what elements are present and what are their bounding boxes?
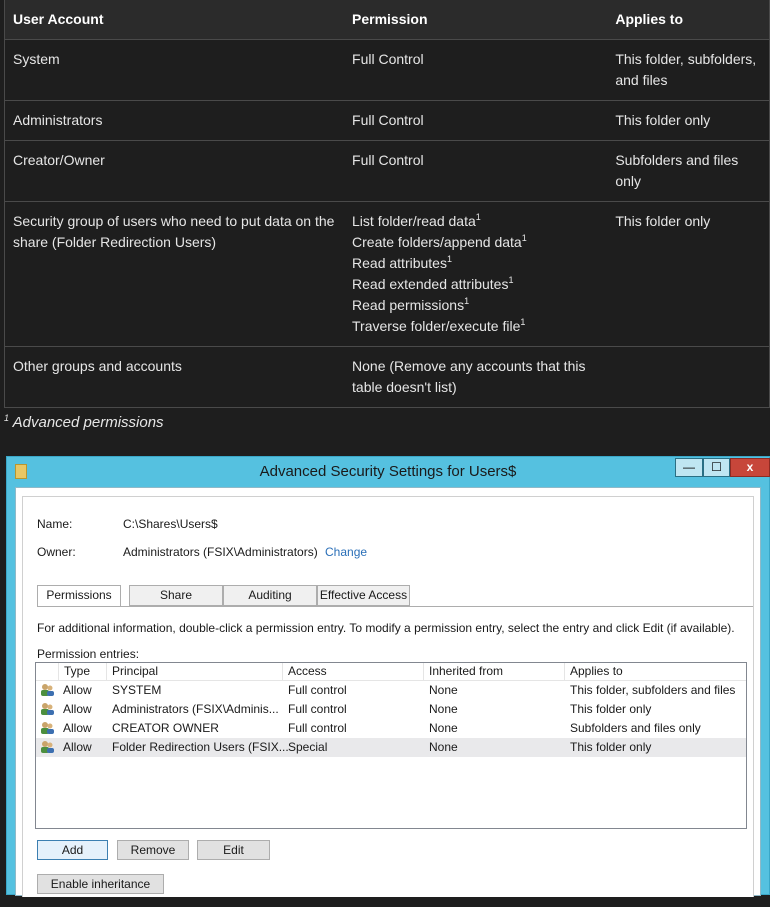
- list-header: [36, 663, 746, 681]
- cell-permission-list: [344, 202, 607, 347]
- permission-item: Read extended attributes: [352, 276, 509, 292]
- user-group-icon: [40, 683, 55, 697]
- footnote-ref: 1: [464, 296, 470, 306]
- header-user-account: User Account: [5, 0, 345, 40]
- info-text: For additional information, double-click a permission entry. To modify a permission entry, select the entry and click Edit (if available).: [37, 621, 735, 635]
- permission-item: Read attributes: [352, 255, 447, 271]
- list-item[interactable]: [36, 700, 746, 719]
- entry-inherited: None: [429, 702, 458, 716]
- footnote-ref: 1: [446, 254, 452, 264]
- list-item-selected[interactable]: [36, 738, 746, 757]
- column-applies-to[interactable]: Applies to: [564, 663, 623, 680]
- cell-permission: Full Control: [344, 101, 607, 141]
- column-principal[interactable]: Principal: [106, 663, 158, 680]
- column-type[interactable]: Type: [58, 663, 90, 680]
- entry-inherited: None: [429, 683, 458, 697]
- edit-button[interactable]: Edit: [197, 840, 270, 860]
- cell-account: Other groups and accounts: [5, 347, 345, 408]
- title-bar[interactable]: [7, 457, 769, 487]
- entry-applies: Subfolders and files only: [570, 721, 701, 735]
- permission-entries-label: Permission entries:: [37, 647, 140, 661]
- footnote-mark: 1: [4, 413, 10, 423]
- column-inherited-from[interactable]: Inherited from: [423, 663, 503, 680]
- maximize-button[interactable]: ☐: [703, 458, 730, 477]
- user-group-icon: [40, 740, 55, 754]
- name-label: Name:: [37, 517, 73, 531]
- close-button[interactable]: x: [730, 458, 770, 477]
- entry-type: Allow: [63, 721, 92, 735]
- entry-inherited: None: [429, 721, 458, 735]
- entry-principal: SYSTEM: [112, 683, 162, 697]
- change-owner-link[interactable]: Change: [325, 545, 368, 559]
- entry-applies: This folder only: [570, 702, 652, 716]
- user-group-icon: [40, 702, 55, 716]
- tab-share[interactable]: Share: [129, 585, 223, 606]
- cell-account: System: [5, 40, 345, 101]
- footnote-ref: 1: [521, 233, 527, 243]
- entry-type: Allow: [63, 683, 92, 697]
- minimize-button[interactable]: —: [675, 458, 703, 477]
- table-row: [5, 347, 770, 408]
- entry-applies: This folder, subfolders and files: [570, 683, 736, 697]
- entry-applies: This folder only: [570, 740, 652, 754]
- table-row: [5, 202, 770, 347]
- tab-effective-access[interactable]: Effective Access: [317, 585, 410, 606]
- entry-inherited: None: [429, 740, 458, 754]
- list-item[interactable]: [36, 719, 746, 738]
- tab-auditing[interactable]: Auditing: [223, 585, 317, 606]
- remove-button[interactable]: Remove: [117, 840, 189, 860]
- entry-principal: Administrators (FSIX\Adminis...: [112, 702, 279, 716]
- footnote-text: Advanced permissions: [12, 414, 164, 431]
- permission-item: List folder/read data: [352, 213, 476, 229]
- cell-permission: None (Remove any accounts that this table doesn't list): [344, 347, 607, 408]
- footnote-ref: 1: [508, 275, 514, 285]
- column-access[interactable]: Access: [282, 663, 327, 680]
- table-row: [5, 141, 770, 202]
- table-row: [5, 40, 770, 101]
- tab-permissions[interactable]: Permissions: [37, 585, 121, 607]
- name-value: C:\Shares\Users$: [123, 517, 218, 531]
- user-group-icon: [40, 721, 55, 735]
- footnote: [4, 414, 164, 431]
- table-row: [5, 101, 770, 141]
- cell-applies: Subfolders and files only: [607, 141, 769, 202]
- entry-access: Full control: [288, 721, 347, 735]
- entry-access: Full control: [288, 702, 347, 716]
- list-item[interactable]: [36, 681, 746, 700]
- cell-permission: Full Control: [344, 141, 607, 202]
- dialog-body: [22, 496, 754, 897]
- cell-account: Administrators: [5, 101, 345, 141]
- dialog-client: [15, 487, 761, 896]
- owner-label: Owner:: [37, 545, 76, 559]
- cell-applies: This folder, subfolders, and files: [607, 40, 769, 101]
- table-header-row: [5, 0, 770, 40]
- permission-item: Traverse folder/execute file: [352, 318, 521, 334]
- cell-account: Creator/Owner: [5, 141, 345, 202]
- cell-applies: This folder only: [607, 202, 769, 347]
- permission-item: Create folders/append data: [352, 234, 522, 250]
- entry-access: Full control: [288, 683, 347, 697]
- permission-item: Read permissions: [352, 297, 465, 313]
- permission-entries-list[interactable]: [35, 662, 747, 829]
- entry-access: Special: [288, 740, 328, 754]
- footnote-ref: 1: [475, 212, 481, 222]
- header-applies-to: Applies to: [607, 0, 769, 40]
- entry-principal: Folder Redirection Users (FSIX...: [112, 740, 289, 754]
- add-button[interactable]: Add: [37, 840, 108, 860]
- cell-applies: This folder only: [607, 101, 769, 141]
- advanced-security-dialog: [6, 456, 770, 895]
- entry-type: Allow: [63, 740, 92, 754]
- cell-applies: [607, 347, 769, 408]
- owner-value: Administrators (FSIX\Administrators): [123, 545, 318, 559]
- cell-account: Security group of users who need to put data on the share (Folder Redirection Users): [5, 202, 345, 347]
- dialog-title: Advanced Security Settings for Users$: [259, 463, 517, 480]
- entry-principal: CREATOR OWNER: [112, 721, 219, 735]
- cell-permission: Full Control: [344, 40, 607, 101]
- footnote-ref: 1: [520, 317, 526, 327]
- header-permission: Permission: [344, 0, 607, 40]
- enable-inheritance-button[interactable]: Enable inheritance: [37, 874, 164, 894]
- entry-type: Allow: [63, 702, 92, 716]
- permissions-table: [4, 0, 770, 408]
